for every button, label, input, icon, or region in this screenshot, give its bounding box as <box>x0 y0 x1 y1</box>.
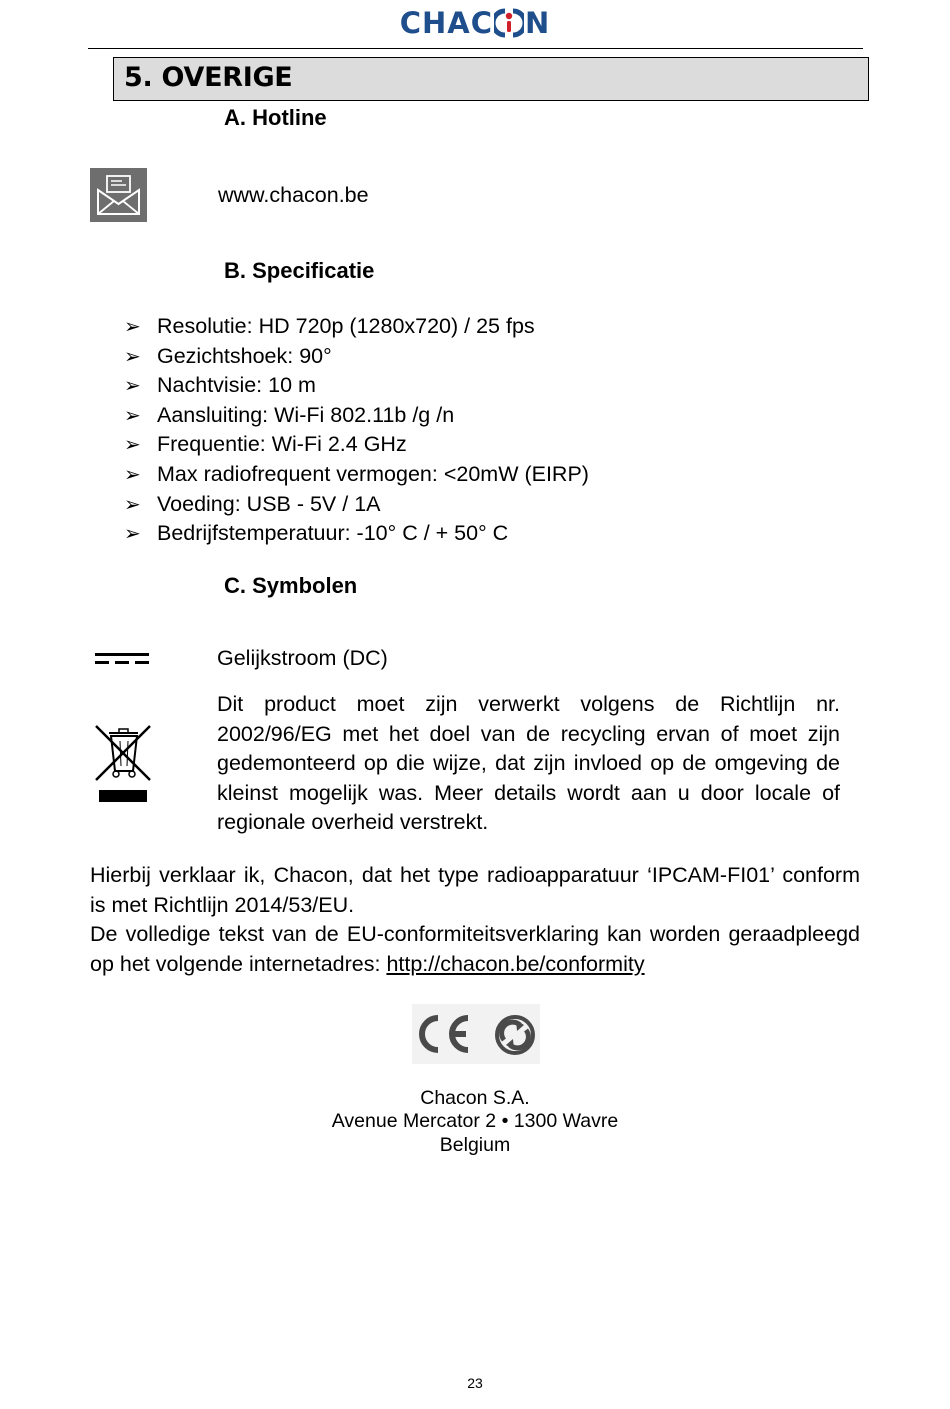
declaration-prefix: De volledige tekst van de EU-conformiteitsverklaring kan worden geraadpleegd op het volgende internetadres: <box>90 922 860 976</box>
address-country: Belgium <box>439 1134 511 1156</box>
specs-heading: B. Specificatie <box>224 258 375 283</box>
arrow-bullet-icon: ➢ <box>124 343 141 368</box>
mail-icon <box>90 168 147 222</box>
green-dot-icon <box>494 1014 536 1056</box>
hotline-website: www.chacon.be <box>218 183 369 207</box>
crossed-bin-icon <box>93 723 153 805</box>
arrow-bullet-icon: ➢ <box>124 432 141 457</box>
hotline-heading: A. Hotline <box>224 105 327 130</box>
conformity-link[interactable]: http://chacon.be/conformity <box>386 951 645 976</box>
weee-text: Dit product moet zijn verwerkt volgens de Richtlijn nr. 2002/96/EG met het doel van de recycling ervan of moet zijn gedemonteerd op die wijze, dat zijn invloed op de omgeving de kleinst mogelijk was. Meer details wordt aan u door locale of regionale overheid verstrekt. <box>217 692 840 834</box>
chacon-logo <box>0 6 950 40</box>
page-number: 23 <box>467 1375 483 1391</box>
declaration-line-2 <box>90 920 860 979</box>
dc-text: Gelijkstroom (DC) <box>217 646 388 670</box>
direct-current-icon <box>95 651 149 667</box>
declaration-text <box>90 861 860 979</box>
logo-o-icon <box>494 8 524 38</box>
list-item: ➢ Gezichtshoek: 90° <box>124 342 824 372</box>
address-street: Avenue Mercator 2 • 1300 Wavre <box>331 1110 619 1132</box>
list-item: ➢ Nachtvisie: 10 m <box>124 371 824 401</box>
list-item: ➢ Voeding: USB - 5V / 1A <box>124 490 824 520</box>
section-title-box <box>113 57 869 101</box>
logo-text-right: N <box>525 6 551 40</box>
arrow-bullet-icon: ➢ <box>124 521 141 546</box>
address-company: Chacon S.A. <box>420 1087 530 1109</box>
arrow-bullet-icon: ➢ <box>124 314 141 338</box>
list-item: ➢ Aansluiting: Wi-Fi 802.11b /g /n <box>124 401 824 431</box>
arrow-bullet-icon: ➢ <box>124 461 141 486</box>
arrow-bullet-icon: ➢ <box>124 402 141 427</box>
spec-list <box>124 312 824 549</box>
list-item: ➢ Bedrijfstemperatuur: -10° C / + 50° C <box>124 519 824 549</box>
arrow-bullet-icon: ➢ <box>124 491 141 516</box>
list-item: ➢ Frequentie: Wi-Fi 2.4 GHz <box>124 430 824 460</box>
logo-text-left: CHAC <box>399 6 493 40</box>
arrow-bullet-icon: ➢ <box>124 373 141 398</box>
list-item: ➢ Max radiofrequent vermogen: <20mW (EIRP) <box>124 460 824 490</box>
certification-marks <box>412 1004 540 1064</box>
symbols-heading: C. Symbolen <box>224 573 358 598</box>
header-rule <box>88 48 863 49</box>
list-item: ➢ Resolutie: HD 720p (1280x720) / 25 fps <box>124 312 824 342</box>
section-title: 5. OVERIGE <box>124 62 293 93</box>
declaration-line: Hierbij verklaar ik, Chacon, dat het type radioapparatuur ‘IPCAM-FI01’ conform is met Richtlijn 2014/53/EU. <box>90 863 860 917</box>
